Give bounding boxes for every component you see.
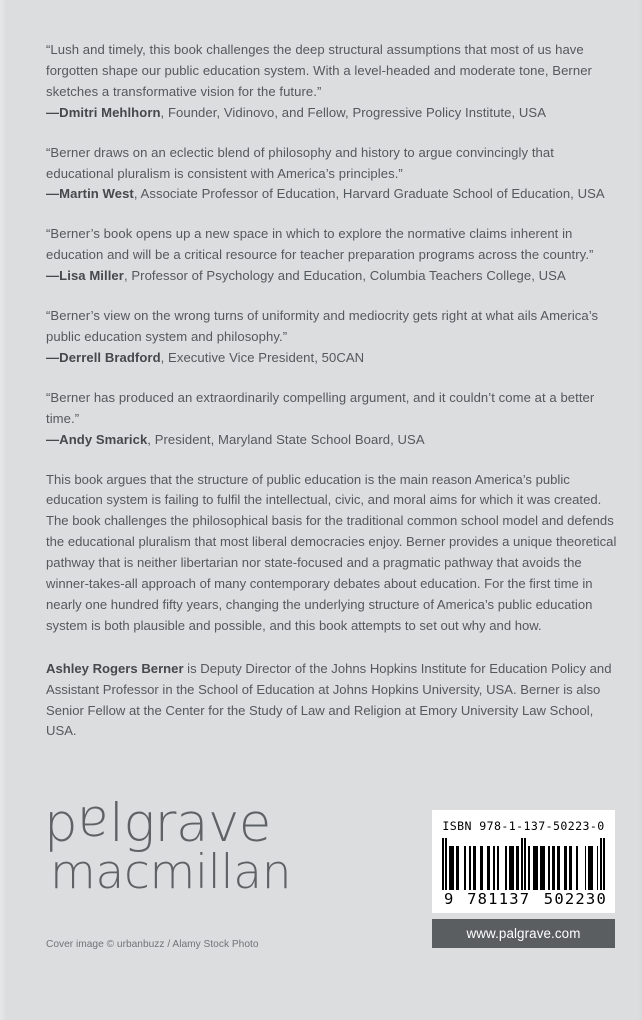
blurb-attribution-name — [46, 268, 124, 283]
right-edge-shadow — [638, 0, 642, 1020]
author-bio-text: is Deputy Director of the Johns Hopkins Institute for Education Policy and Assistant Professor in the School of Education at Johns Hopkins University, USA. Berner is also Senior Fellow at the Center for the Study of Law and Religion at Emory University Law School, USA. — [46, 660, 612, 739]
blurb-name-text: Martin West — [59, 186, 134, 202]
blurb-affiliation: , President, Maryland State School Board, USA — [147, 431, 425, 447]
blurb-affiliation: , Professor of Psychology and Education, Columbia Teachers College, USA — [123, 268, 566, 284]
barcode-digit-right: 502230 — [543, 890, 607, 908]
blurb-dash: — — [46, 268, 60, 284]
blurb-attribution-name — [46, 105, 161, 120]
blurb-attribution — [46, 266, 622, 287]
cover-text-content — [46, 40, 622, 742]
blurb-attribution — [46, 184, 622, 205]
blurb-affiliation: , Founder, Vidinovo, and Fellow, Progressive Policy Institute, USA — [160, 104, 546, 120]
publisher-logo — [44, 793, 292, 900]
blurb-attribution — [46, 430, 622, 451]
blurb-quote-text: “Berner draws on an eclectic blend of philosophy and history to argue convincingly that educational pluralism is consistent with America’s principles.” — [46, 144, 554, 181]
blurb-quote — [46, 143, 622, 206]
barcode-digit-mid: 781137 — [467, 890, 531, 908]
blurb-attribution — [46, 348, 622, 369]
author-name: Ashley Rogers Berner — [46, 660, 184, 676]
blurb-dash: — — [46, 104, 60, 120]
book-description: This book argues that the structure of public education is the main reason America’s public education system is failing to fulfil the intellectual, civic, and moral aims for which it was created. The book challenges the philosophical basis for the traditional common school model and defends the educational pluralism that most liberal democracies enjoy. Berner provides a unique theoretical pathway that is neither libertarian nor state-focused and a pragmatic pathway that avoids the winner-takes-all approach of many contemporary debates about education. For the first time in nearly one hundred fifty years, changing the underlying structure of America’s public education system is both plausible and possible, and this book attempts to set out why and how. — [46, 471, 617, 633]
blurb-dash: — — [46, 431, 60, 447]
spine-edge-highlight — [0, 0, 6, 1020]
publisher-url-band[interactable]: www.palgrave.com — [432, 919, 615, 948]
blurb-attribution-name — [46, 350, 161, 365]
logo-p: p — [44, 793, 78, 854]
barcode-block — [432, 810, 615, 948]
blurb-affiliation: , Executive Vice President, 50CAN — [160, 349, 365, 365]
blurb-name-text: Lisa Miller — [59, 268, 124, 284]
blurb-dash: — — [46, 349, 60, 365]
blurb-affiliation: , Associate Professor of Education, Harvard Graduate School of Education, USA — [133, 186, 605, 202]
isbn-label: ISBN 978-1-137-50223-0 — [442, 819, 605, 833]
blurb-quote-text: “Berner has produced an extraordinarily compelling argument, and it couldn’t come at a better time.” — [46, 389, 595, 426]
blurb-attribution-name — [46, 186, 134, 201]
logo-rotated-a: a — [77, 794, 110, 855]
blurb-quote — [46, 224, 622, 287]
blurb-attribution-name — [46, 432, 147, 447]
blurb-quote-text: “Berner’s book opens up a new space in which to explore the normative claims inherent in education and will be a critical resource for teacher preparation programs across the country.” — [46, 226, 594, 263]
blurb-attribution — [46, 103, 622, 124]
blurb-quote — [46, 40, 622, 124]
blurb-dash: — — [46, 186, 60, 202]
publisher-logo-palgrave — [44, 793, 284, 855]
blurb-name-text: Dmitri Mehlhorn — [59, 104, 161, 120]
logo-lgrave: lgrave — [109, 793, 271, 854]
blurb-quote-text: “Lush and timely, this book challenges the deep structural assumptions that most of us have forgotten shape our public education system. With a level-headed and moderate tone, Berner sketches a transformative vision for the future.” — [46, 42, 592, 99]
author-bio — [46, 659, 622, 743]
blurb-quote — [46, 388, 622, 451]
blurb-quote-text: “Berner’s view on the wrong turns of uniformity and mediocrity gets right at what ails America’s public education system and philosophy.” — [46, 308, 599, 344]
barcode-card — [432, 810, 615, 913]
publisher-logo-macmillan: macmillan — [50, 845, 292, 900]
blurb-quote — [46, 306, 622, 369]
cover-image-credit: Cover image © urbanbuzz / Alamy Stock Photo — [46, 939, 259, 950]
barcode-digits — [442, 890, 609, 908]
barcode-digit-left: 9 — [444, 890, 454, 908]
blurb-name-text: Derrell Bradford — [59, 349, 161, 365]
blurb-name-text: Andy Smarick — [59, 431, 148, 447]
